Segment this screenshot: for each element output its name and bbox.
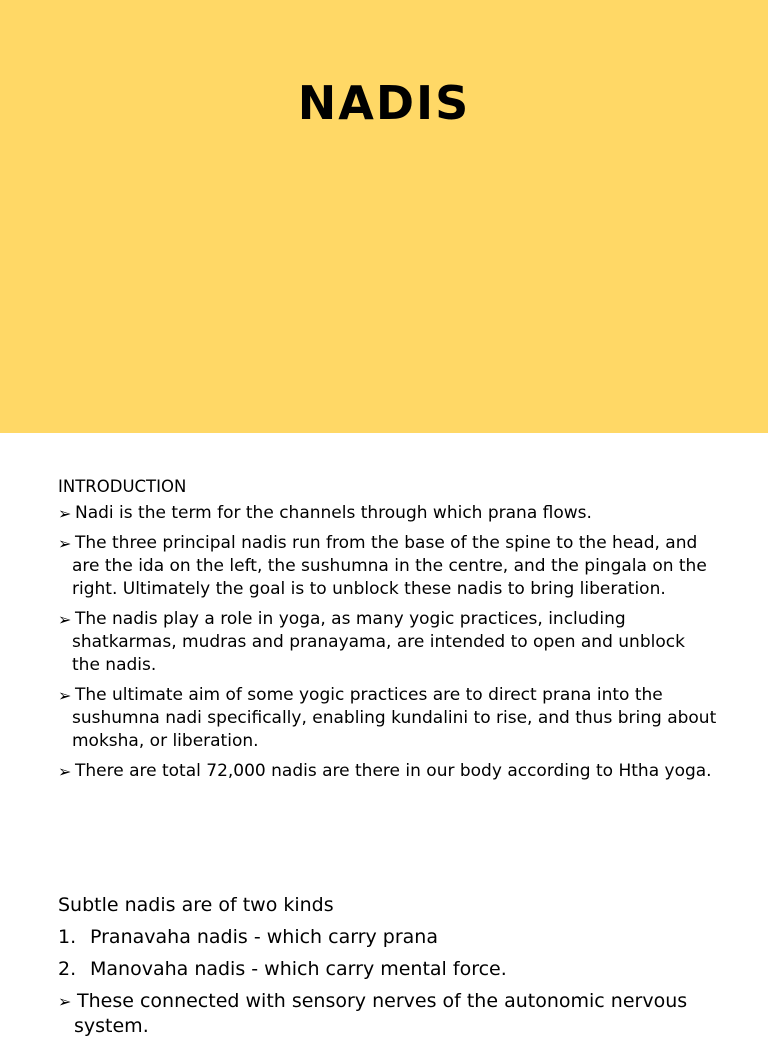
numbered-item bbox=[58, 957, 718, 982]
subtle-nadis-section bbox=[58, 893, 718, 1046]
arrowhead-bullet-icon: ➢ bbox=[58, 992, 72, 1011]
subtle-bullet bbox=[58, 989, 718, 1039]
introduction-heading: INTRODUCTION bbox=[58, 477, 187, 496]
item-text: Pranavaha nadis - which carry prana bbox=[90, 926, 438, 948]
intro-bullet bbox=[58, 532, 718, 601]
introduction-section bbox=[58, 475, 718, 790]
intro-bullet-text: Nadi is the term for the channels through which prana flows. bbox=[75, 503, 592, 523]
item-number: 1. bbox=[58, 926, 77, 948]
arrowhead-bullet-icon: ➢ bbox=[58, 610, 72, 629]
intro-bullet-text: The three principal nadis run from the base of the spine to the head, and are the ida on the left, the sushumna in the centre, and the pingala on the right. Ultimately the goal is to unblock these nadis to bring liberation. bbox=[72, 533, 707, 599]
arrowhead-bullet-icon: ➢ bbox=[58, 534, 72, 553]
subtle-bullet-text: These connected with sensory nerves of the autonomic nervous system. bbox=[74, 990, 688, 1037]
numbered-item bbox=[58, 925, 718, 950]
intro-bullet bbox=[58, 502, 718, 525]
subtle-nadis-heading: Subtle nadis are of two kinds bbox=[58, 894, 334, 916]
arrowhead-bullet-icon: ➢ bbox=[58, 686, 72, 705]
title-banner bbox=[0, 0, 768, 433]
arrowhead-bullet-icon: ➢ bbox=[58, 762, 72, 781]
item-text: Manovaha nadis - which carry mental force. bbox=[90, 958, 507, 980]
intro-bullet-text: The nadis play a role in yoga, as many yogic practices, including shatkarmas, mudras and pranayama, are intended to open and unblock the nadis. bbox=[72, 609, 685, 675]
intro-bullet bbox=[58, 760, 718, 783]
intro-bullet bbox=[58, 684, 718, 753]
intro-bullet-text: There are total 72,000 nadis are there in our body according to Htha yoga. bbox=[75, 761, 712, 781]
intro-bullet bbox=[58, 608, 718, 677]
page-title: NADIS bbox=[297, 76, 471, 130]
item-number: 2. bbox=[58, 958, 77, 980]
arrowhead-bullet-icon: ➢ bbox=[58, 504, 72, 523]
intro-bullet-text: The ultimate aim of some yogic practices are to direct prana into the sushumna nadi specifically, enabling kundalini to rise, and thus bring about moksha, or liberation. bbox=[72, 685, 717, 751]
